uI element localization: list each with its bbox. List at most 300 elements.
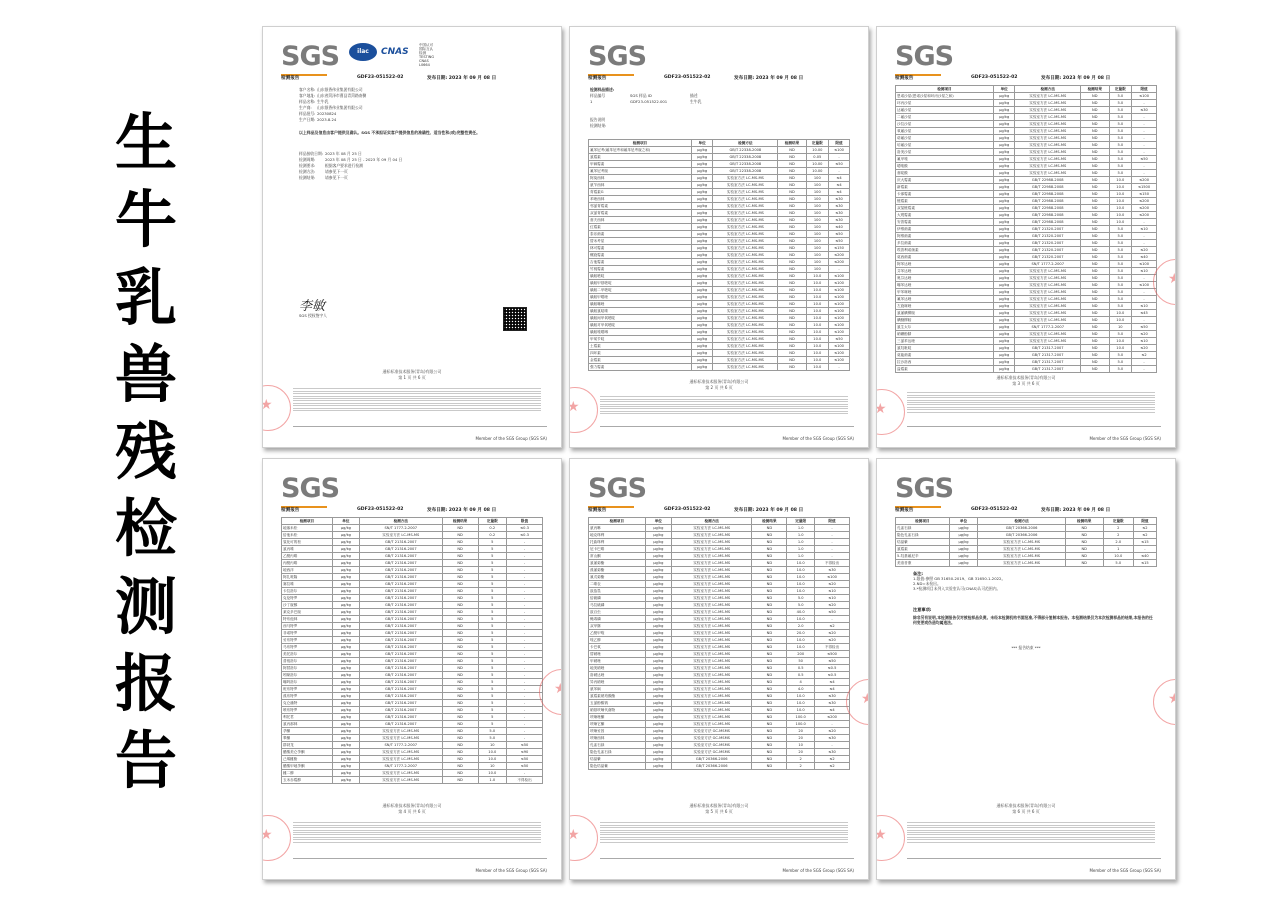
- table-cell: 螺旋霉素: [589, 252, 692, 259]
- table-cell: ND: [778, 224, 806, 231]
- table-cell: 40.0: [787, 609, 815, 616]
- table-cell: ND: [442, 714, 478, 721]
- table-cell: ND: [778, 147, 806, 154]
- table-cell: ND: [778, 336, 806, 343]
- table-cell: ≤500: [815, 651, 850, 658]
- table-row: [589, 728, 850, 735]
- table-cell: μg/kg: [332, 658, 359, 665]
- table-cell: 实验室方法 LC-MS-MS: [672, 658, 752, 665]
- table-cell: ND: [1081, 100, 1109, 107]
- table-cell: ND: [778, 287, 806, 294]
- table-cell: 吉他霉素: [589, 259, 692, 266]
- table-row: [589, 308, 850, 315]
- table-row: [589, 665, 850, 672]
- table-cell: μg/kg: [993, 142, 1015, 149]
- report-page-5: [569, 458, 869, 880]
- member-text: Member of the SGS Group (SGS SA): [1089, 436, 1161, 441]
- table-cell: 4.0: [787, 686, 815, 693]
- end-of-report: *** 报告结束 ***: [1011, 645, 1041, 650]
- table-cell: ND: [442, 742, 478, 749]
- table-row: [896, 93, 1157, 100]
- table-cell: μg/kg: [332, 644, 359, 651]
- table-cell: ≤100: [829, 322, 850, 329]
- table-cell: 实验室方法 LC-MS-MS: [1015, 100, 1081, 107]
- table-cell: 实验室方法 LC-MS-MS: [713, 336, 778, 343]
- table-row: [589, 329, 850, 336]
- table-cell: μg/kg: [949, 539, 978, 546]
- table-cell: 呋喃它酮: [589, 721, 646, 728]
- table-cell: ≤4: [815, 707, 850, 714]
- table-row: [282, 644, 543, 651]
- page-header: 检测报告 GDF23-051522-02 发布日期: 2023 年 09 月 08 日: [588, 75, 804, 81]
- table-cell: ND: [778, 182, 806, 189]
- table-row: [282, 777, 543, 784]
- table-cell: ND: [442, 560, 478, 567]
- table-cell: ND: [1081, 205, 1109, 212]
- table-cell: ≤2: [815, 763, 850, 770]
- table-cell: SN/T 1777.2-2007: [359, 525, 442, 532]
- table-cell: GB/T 22338-2008: [713, 147, 778, 154]
- table-cell: ND: [1065, 539, 1103, 546]
- table-cell: ≤30: [829, 203, 850, 210]
- table-cell: ND: [1081, 170, 1109, 177]
- page-number: 第 5 页 共 6 页: [705, 809, 733, 814]
- table-cell: ND: [442, 623, 478, 630]
- table-cell: GB/T 21316-2007: [359, 644, 442, 651]
- table-cell: 5.0: [1109, 114, 1132, 121]
- table-cell: ND: [1081, 303, 1109, 310]
- table-cell: -: [507, 574, 543, 581]
- table-cell: ≤20: [815, 728, 850, 735]
- table-cell: 20: [787, 735, 815, 742]
- table-row: [589, 644, 850, 651]
- table-cell: ≤50: [815, 658, 850, 665]
- table-row: [589, 273, 850, 280]
- table-row: [589, 231, 850, 238]
- table-cell: -: [829, 364, 850, 371]
- signature: 李敏: [299, 299, 326, 314]
- table-cell: μg/kg: [645, 658, 671, 665]
- table-cell: ≤0.3: [507, 525, 543, 532]
- table-cell: 1: [1103, 546, 1133, 553]
- table-cell: 呋喃西林: [589, 735, 646, 742]
- table-row: [896, 331, 1157, 338]
- table-row: [589, 252, 850, 259]
- table-row: [282, 742, 543, 749]
- table-cell: 5: [478, 714, 506, 721]
- table-cell: 马拉硫磷: [589, 602, 646, 609]
- table-cell: μg/kg: [993, 226, 1015, 233]
- table-row: [589, 658, 850, 665]
- table-cell: 卡拉洛尔: [282, 588, 333, 595]
- table-cell: 克伦特罗: [282, 595, 333, 602]
- table-cell: ≤30: [815, 749, 850, 756]
- table-cell: GB/T 21316-2007: [359, 658, 442, 665]
- table-cell: -: [1132, 163, 1157, 170]
- table-cell: 5.0: [1109, 156, 1132, 163]
- table-cell: 实验室方法 LC-MS-MS: [1015, 282, 1081, 289]
- table-cell: ≤10: [815, 588, 850, 595]
- table-cell: 托曲珠利: [589, 539, 646, 546]
- table-row: [896, 532, 1157, 539]
- table-cell: 普萘洛尔: [282, 658, 333, 665]
- table-cell: 5: [478, 665, 506, 672]
- table-cell: 利托君: [282, 714, 333, 721]
- title-char: 兽: [114, 337, 177, 411]
- column-header: 限值: [815, 518, 850, 525]
- table-cell: 雌二醇: [282, 770, 333, 777]
- table-cell: 实验室方法 LC-MS-MS: [672, 637, 752, 644]
- table-cell: ND: [752, 623, 787, 630]
- report-page-1: [262, 26, 562, 448]
- table-cell: 10.0: [806, 350, 828, 357]
- table-cell: 1.0: [787, 525, 815, 532]
- column-header: 定量限: [787, 518, 815, 525]
- table-cell: 双氢链霉素: [896, 205, 994, 212]
- table-cell: ND: [1081, 233, 1109, 240]
- table-row: [589, 546, 850, 553]
- table-cell: ND: [752, 609, 787, 616]
- table-cell: ND: [778, 273, 806, 280]
- table-cell: ND: [442, 553, 478, 560]
- table-cell: ≤40: [1133, 553, 1156, 560]
- table-cell: ≤200: [1132, 205, 1157, 212]
- table-cell: μg/kg: [993, 233, 1015, 240]
- table-cell: ND: [1081, 345, 1109, 352]
- table-cell: μg/kg: [645, 672, 671, 679]
- table-cell: ≤30: [815, 735, 850, 742]
- title-char: 牛: [114, 183, 177, 257]
- table-cell: -: [1132, 359, 1157, 366]
- table-cell: 实验室方法 LC-MS-MS: [359, 735, 442, 742]
- table-row: [282, 735, 543, 742]
- table-cell: 5.0: [787, 595, 815, 602]
- table-cell: ≤50: [829, 231, 850, 238]
- company-footer: 通标标准技术服务(青岛)有限公司: [382, 369, 442, 374]
- column-header: 单位: [993, 86, 1015, 93]
- table-cell: ND: [442, 658, 478, 665]
- table-cell: μg/kg: [645, 602, 671, 609]
- table-cell: 10.0: [1109, 198, 1132, 205]
- table-cell: ≤2: [815, 623, 850, 630]
- table-cell: μg/kg: [691, 294, 712, 301]
- column-header: 限值: [1132, 86, 1157, 93]
- table-cell: 实验室方法 LC-MS-MS: [1015, 149, 1081, 156]
- title-char: 残: [114, 415, 177, 488]
- table-cell: 培氟沙星: [896, 142, 994, 149]
- table-cell: 双甲脒: [589, 623, 646, 630]
- table-cell: 实验室方法 LC-MS-MS: [713, 350, 778, 357]
- table-row: [589, 287, 850, 294]
- table-row: [282, 539, 543, 546]
- table-cell: ≤50: [829, 238, 850, 245]
- table-cell: 金霉素: [589, 357, 692, 364]
- seal-stamp: [1153, 679, 1176, 725]
- column-header: 定量限: [478, 518, 506, 525]
- table-cell: GB/T 21316-2007: [359, 630, 442, 637]
- table-cell: ND: [752, 539, 787, 546]
- table-cell: μg/kg: [645, 560, 671, 567]
- table-cell: ≤10: [815, 595, 850, 602]
- table-cell: ND: [442, 721, 478, 728]
- table-row: [282, 770, 543, 777]
- table-cell: -: [507, 637, 543, 644]
- sgs-logo: SGS: [895, 473, 954, 504]
- table-cell: μg/kg: [332, 679, 359, 686]
- table-cell: μg/kg: [949, 560, 978, 567]
- table-cell: 实验室方法 LC-MS-MS: [1015, 121, 1081, 128]
- column-header: 检测项目: [896, 518, 950, 525]
- table-cell: ≤10: [1132, 226, 1157, 233]
- table-cell: GB/T 21320-2007: [1015, 247, 1081, 254]
- table-cell: μg/kg: [332, 770, 359, 777]
- table-cell: ND: [778, 280, 806, 287]
- table-cell: 10.0: [1109, 219, 1132, 226]
- table-cell: 马布特罗: [282, 644, 333, 651]
- table-cell: 10.0: [787, 581, 815, 588]
- table-row: [589, 147, 850, 154]
- table-row: [896, 366, 1157, 373]
- table-row: [896, 268, 1157, 275]
- table-cell: 实验室方法 LC-MS-MS: [1015, 317, 1081, 324]
- table-cell: 5: [478, 623, 506, 630]
- table-cell: ND: [442, 644, 478, 651]
- table-cell: ND: [752, 560, 787, 567]
- table-cell: 实验室方法 LC-MS-MS: [713, 280, 778, 287]
- table-cell: ND: [1081, 240, 1109, 247]
- table-cell: 洛美沙星: [896, 149, 994, 156]
- table-cell: GB/T 20366-2006: [672, 763, 752, 770]
- table-row: [589, 672, 850, 679]
- table-cell: ≤50: [507, 763, 543, 770]
- table-cell: 实验室方法 LC-MS-MS: [713, 196, 778, 203]
- table-cell: 恩诺沙星(恩诺沙星和环丙沙星之和): [896, 93, 994, 100]
- table-cell: μg/kg: [993, 212, 1015, 219]
- table-cell: ≤100: [829, 308, 850, 315]
- table-cell: μg/kg: [332, 560, 359, 567]
- table-cell: -: [507, 609, 543, 616]
- table-cell: ND: [442, 637, 478, 644]
- table-row: [282, 756, 543, 763]
- table-cell: ND: [1081, 247, 1109, 254]
- table-cell: μg/kg: [645, 756, 671, 763]
- table-cell: 实验室方法 LC-MS-MS: [1015, 163, 1081, 170]
- table-cell: μg/kg: [645, 707, 671, 714]
- table-cell: GB/T 21316-2007: [359, 588, 442, 595]
- table-cell: 5: [478, 693, 506, 700]
- table-cell: ≤4: [829, 175, 850, 182]
- table-cell: μg/kg: [949, 553, 978, 560]
- table-cell: ND: [1081, 135, 1109, 142]
- table-cell: 10.0: [787, 560, 815, 567]
- table-cell: -: [1132, 135, 1157, 142]
- table-cell: -: [1133, 546, 1156, 553]
- table-cell: 盐霉素: [896, 366, 994, 373]
- table-row: [282, 763, 543, 770]
- table-cell: 喷布特罗: [282, 707, 333, 714]
- seal-stamp: [262, 385, 291, 431]
- table-cell: ≤100: [829, 287, 850, 294]
- sgs-logo: SGS: [281, 473, 340, 504]
- address-line: [293, 858, 547, 865]
- table-row: [589, 602, 850, 609]
- table-cell: ND: [1081, 149, 1109, 156]
- table-cell: μg/kg: [993, 324, 1015, 331]
- table-cell: 五氯酚酸钠: [589, 700, 646, 707]
- company-footer: 通标标准技术服务(青岛)有限公司: [382, 803, 442, 808]
- table-cell: -: [507, 693, 543, 700]
- table-cell: 0.05: [806, 154, 828, 161]
- table-cell: μg/kg: [993, 135, 1015, 142]
- fine-print: [907, 821, 1155, 844]
- table-row: [589, 294, 850, 301]
- table-cell: ≤50: [829, 161, 850, 168]
- table-cell: 10.0: [806, 357, 828, 364]
- table-cell: 实验室方法 LC-MS-MS: [713, 189, 778, 196]
- table-header-row: [589, 518, 850, 525]
- table-row: [589, 259, 850, 266]
- table-cell: GB/T 21317-2007: [1015, 359, 1081, 366]
- table-cell: 实验室方法 LC-MS-MS: [672, 651, 752, 658]
- table-cell: ≤100: [829, 357, 850, 364]
- table-cell: μg/kg: [949, 525, 978, 532]
- table-cell: ND: [752, 588, 787, 595]
- table-cell: 强力霉素: [589, 364, 692, 371]
- table-row: [896, 191, 1157, 198]
- table-cell: 氯氰菊酯: [589, 560, 646, 567]
- table-cell: 5: [478, 602, 506, 609]
- table-cell: 5.0: [1109, 226, 1132, 233]
- table-cell: 10.0: [787, 707, 815, 714]
- table-cell: ND: [778, 329, 806, 336]
- table-cell: 己烯雌酚: [282, 756, 333, 763]
- table-cell: 0.2: [478, 532, 506, 539]
- table-cell: 倍硫磷: [589, 595, 646, 602]
- table-row: [282, 651, 543, 658]
- table-cell: 100: [806, 203, 828, 210]
- table-cell: ≤45: [1132, 310, 1157, 317]
- table-cell: 青霉素G: [589, 189, 692, 196]
- table-cell: 10.0: [787, 588, 815, 595]
- table-cell: μg/kg: [332, 588, 359, 595]
- table-cell: 莱克多巴胺: [282, 609, 333, 616]
- table-cell: μg/kg: [645, 595, 671, 602]
- table-cell: ND: [778, 315, 806, 322]
- table-cell: -: [507, 595, 543, 602]
- table-cell: μg/kg: [691, 364, 712, 371]
- table-cell: 实验室方法 LC-MS-MS: [1015, 303, 1081, 310]
- table-cell: ND: [752, 693, 787, 700]
- table-cell: -: [507, 665, 543, 672]
- table-cell: 10: [478, 742, 506, 749]
- table-cell: -: [1132, 275, 1157, 282]
- table-cell: ≤15: [1133, 539, 1156, 546]
- table-cell: 沙拉沙星: [896, 121, 994, 128]
- table-cell: μg/kg: [645, 693, 671, 700]
- table-cell: μg/kg: [645, 546, 671, 553]
- table-cell: ND: [1065, 546, 1103, 553]
- table-cell: ND: [1065, 553, 1103, 560]
- sample-description: 检测样品描述: 样品编号 SGS 样品 ID 描述 1 GDF23-051522.001 生牛乳 报告说明 检测结果:: [590, 87, 702, 128]
- seal-stamp: [876, 389, 905, 435]
- table-cell: 5: [478, 672, 506, 679]
- table-cell: ≤30: [829, 196, 850, 203]
- table-cell: 5.0: [1109, 100, 1132, 107]
- table-cell: -: [507, 672, 543, 679]
- table-cell: GB/T 21316-2007: [359, 623, 442, 630]
- table-cell: μg/kg: [332, 532, 359, 539]
- table-cell: 地美硝唑: [589, 665, 646, 672]
- column-header: 检测方法: [672, 518, 752, 525]
- address-line: [907, 426, 1161, 433]
- table-cell: ND: [1081, 163, 1109, 170]
- table-cell: 100: [806, 196, 828, 203]
- table-row: [896, 345, 1157, 352]
- table-cell: ND: [778, 343, 806, 350]
- table-cell: 实验室方法 LC-MS-MS: [713, 329, 778, 336]
- table-cell: -: [507, 721, 543, 728]
- table-row: [896, 359, 1157, 366]
- table-cell: ≤20: [1132, 345, 1157, 352]
- address-line: [907, 858, 1161, 865]
- table-cell: 结晶紫: [589, 756, 646, 763]
- column-header: 定量限: [806, 140, 828, 147]
- table-cell: 5.0: [1109, 121, 1132, 128]
- table-cell: ≤150: [1132, 191, 1157, 198]
- table-cell: 磺胺对甲氧嘧啶: [589, 322, 692, 329]
- table-cell: ND: [778, 294, 806, 301]
- table-cell: 5.0: [1109, 254, 1132, 261]
- page-number: 第 2 页 共 6 页: [705, 385, 733, 390]
- table-cell: 乙酰甲喹: [589, 630, 646, 637]
- table-row: [589, 189, 850, 196]
- page-header: 检测报告 GDF23-051522-02 发布日期: 2023 年 09 月 08 日: [281, 75, 497, 81]
- table-row: [589, 560, 850, 567]
- table-cell: 5: [478, 658, 506, 665]
- table-cell: -: [815, 546, 850, 553]
- table-cell: ND: [752, 567, 787, 574]
- table-cell: ≤100: [829, 147, 850, 154]
- table-header-row: [282, 518, 543, 525]
- table-row: [589, 756, 850, 763]
- table-cell: ND: [778, 231, 806, 238]
- table-cell: 喹乙醇: [589, 637, 646, 644]
- table-row: [589, 721, 850, 728]
- table-header-row: [589, 140, 850, 147]
- table-row: [589, 574, 850, 581]
- table-cell: SN/T 1777.2-2007: [1015, 261, 1081, 268]
- table-cell: 实验室方法 LC-MS-MS: [672, 623, 752, 630]
- report-page-2: [569, 26, 869, 448]
- table-row: [896, 525, 1157, 532]
- table-cell: μg/kg: [332, 553, 359, 560]
- table-cell: 磺胺甲噁唑: [589, 294, 692, 301]
- table-cell: 实验室方法 LC-MS-MS: [672, 532, 752, 539]
- table-cell: ≤100: [829, 294, 850, 301]
- table-cell: ND: [778, 217, 806, 224]
- table-row: [282, 595, 543, 602]
- table-cell: ND: [778, 252, 806, 259]
- table-cell: μg/kg: [645, 742, 671, 749]
- table-cell: 实验室方法 LC-MS-MS: [713, 182, 778, 189]
- table-cell: μg/kg: [691, 189, 712, 196]
- table-cell: ND: [1081, 156, 1109, 163]
- table-cell: 美托洛尔: [282, 651, 333, 658]
- table-cell: ND: [1065, 560, 1103, 567]
- table-row: [589, 763, 850, 770]
- table-row: [282, 630, 543, 637]
- table-cell: μg/kg: [993, 156, 1015, 163]
